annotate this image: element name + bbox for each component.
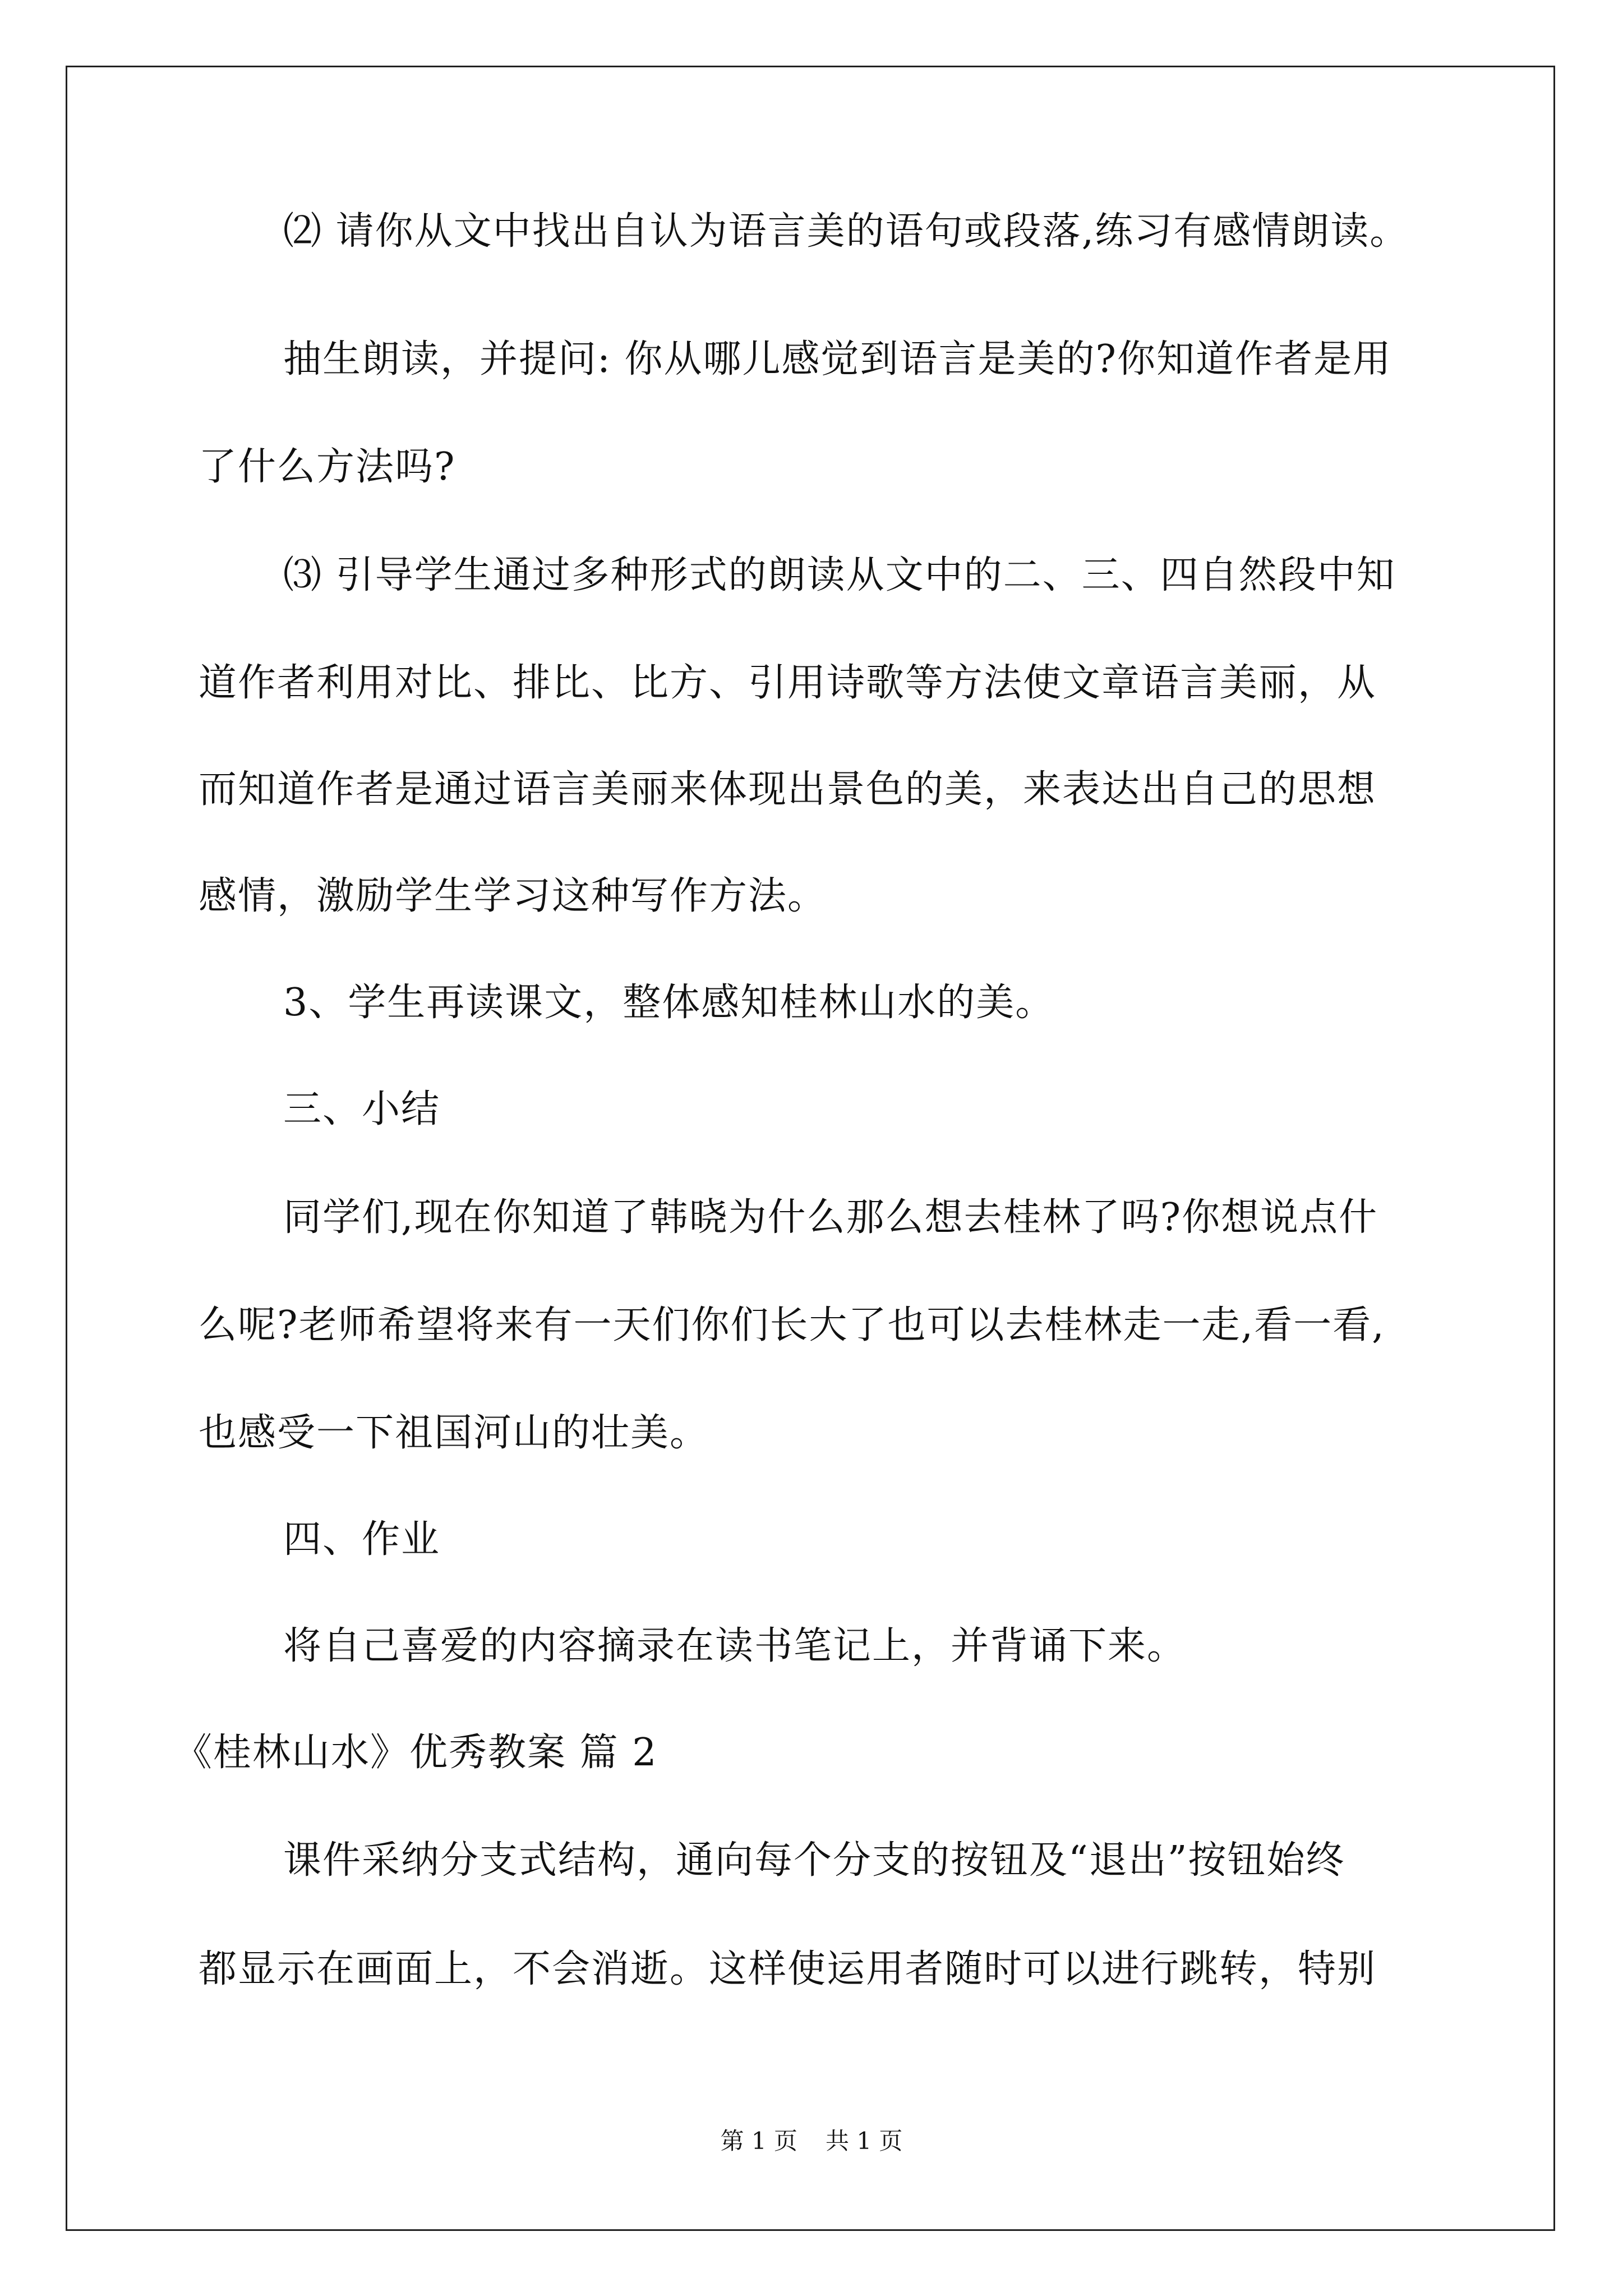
section-heading: 三、小结 xyxy=(283,1087,441,1131)
text-line: 课件采纳分支式结构，通向每个分支的按钮及“退出”按钮始终 xyxy=(283,1838,1345,1883)
text-line: 3、学生再读课文，整体感知桂林山水的美。 xyxy=(283,981,1055,1025)
text-line: 了什么方法吗? xyxy=(199,445,456,489)
text-line: ⑵ 请你从文中找出自认为语言美的语句或段落,练习有感情朗读。 xyxy=(283,209,1409,254)
text-line: 抽生朗读，并提问: 你从哪儿感觉到语言是美的?你知道作者是用 xyxy=(283,337,1392,381)
page-border xyxy=(66,66,1555,2231)
text-line: 都显示在画面上，不会消逝。这样使运用者随时可以进行跳转，特别 xyxy=(199,1947,1377,1991)
section-heading: 四、作业 xyxy=(283,1517,441,1562)
page-footer xyxy=(0,2125,1623,2157)
text-line: 将自己喜爱的内容摘录在读书笔记上，并背诵下来。 xyxy=(283,1624,1187,1668)
text-line: 而知道作者是通过语言美丽来体现出景色的美，来表达出自己的思想 xyxy=(199,767,1377,812)
text-line: 道作者利用对比、排比、比方、引用诗歌等方法使文章语言美丽，从 xyxy=(199,661,1377,705)
text-line: 么呢?老师希望将来有一天们你们长大了也可以去桂林走一走,看一看, xyxy=(199,1303,1385,1347)
text-line: 同学们,现在你知道了韩晓为什么那么想去桂林了吗?你想说点什 xyxy=(283,1195,1378,1240)
page-total: 共 1 页 xyxy=(826,2127,903,2155)
text-line: 感情，激励学生学习这种写作方法。 xyxy=(199,874,827,918)
text-line: ⑶ 引导学生通过多种形式的朗读从文中的二、三、四自然段中知 xyxy=(283,553,1396,597)
page-number: 第 1 页 xyxy=(720,2127,797,2155)
text-line: 也感受一下祖国河山的壮美。 xyxy=(199,1411,709,1455)
article-title: 《桂林山水》优秀教案 篇 2 xyxy=(174,1731,658,1775)
